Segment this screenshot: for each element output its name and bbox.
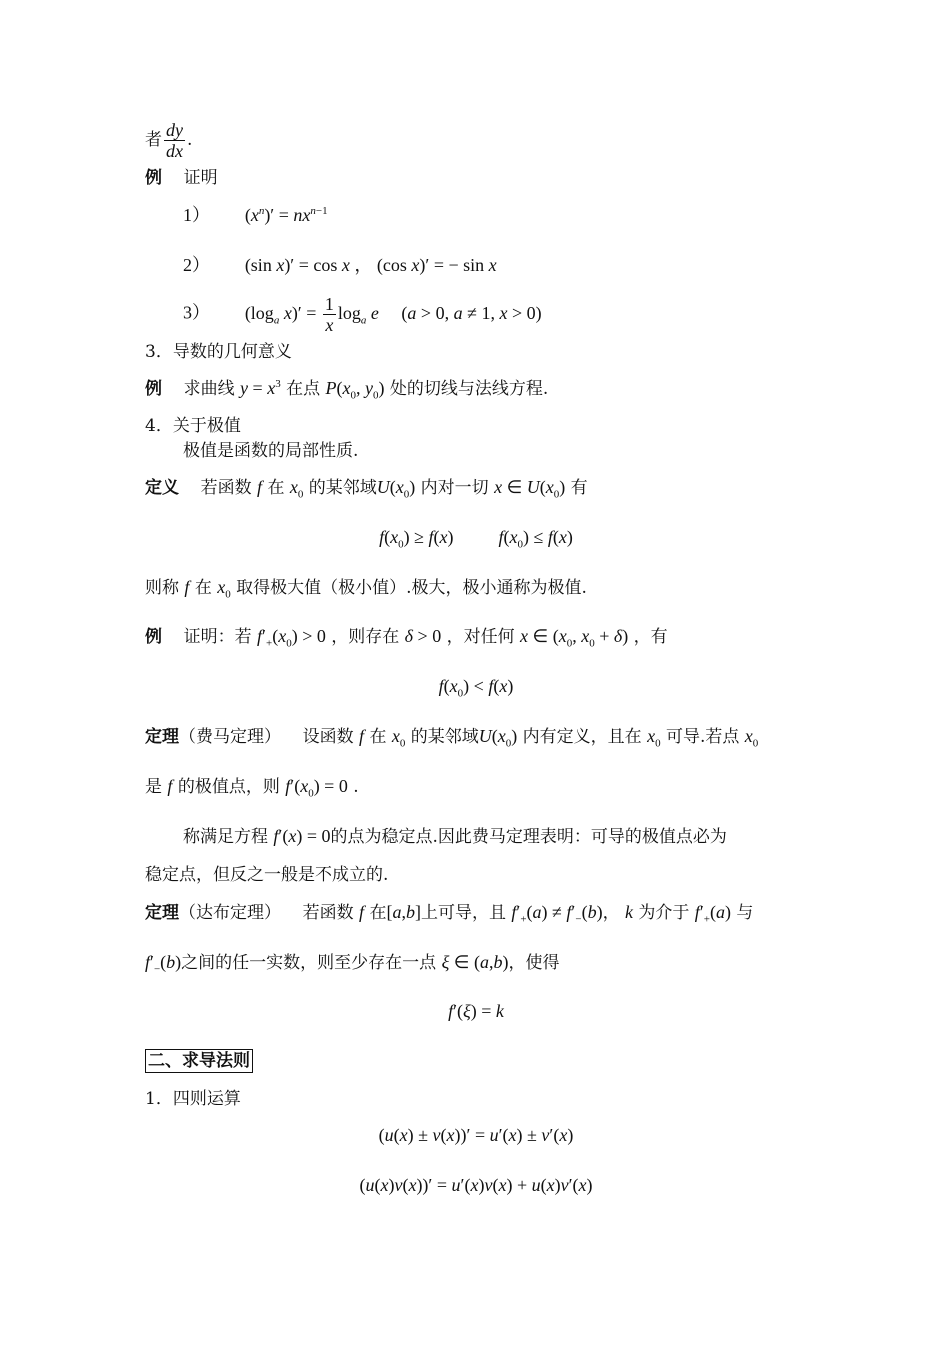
math-closed-interval: [a,b] xyxy=(386,902,421,922)
math-neighborhood: $U(x_0)$ xyxy=(478,726,518,750)
math-right-derivative-a: $f'_+(a)$ xyxy=(694,902,731,926)
section-4-subtext: 极值是函数的局部性质. xyxy=(183,441,359,461)
text-def-conc-c: 取得极大值（极小值）.极大，极小通称为极值. xyxy=(236,578,587,598)
math-right-derivative: $f'_+(x_0) > 0$ xyxy=(257,626,326,650)
example-text: 证明 xyxy=(183,168,218,188)
formula-extremum-condition: $f(x_0) \ge f(x)$ $f(x_0) \le f(x)$ xyxy=(379,527,573,551)
item-2-number: 2） xyxy=(183,255,210,275)
theorem-name: （费马定理） xyxy=(179,727,281,747)
text-thm1-f: 是 xyxy=(145,777,162,797)
math-f: f xyxy=(359,726,365,746)
text-thm2-g: 之间的任一实数，则至少存在一点 xyxy=(181,953,437,973)
section-4-heading xyxy=(145,416,241,436)
example-right-derivative xyxy=(145,626,668,650)
text-thm2-f: 与 xyxy=(736,903,754,923)
math-f: f xyxy=(167,776,173,796)
theorem-darboux-cont xyxy=(145,952,560,976)
item-3 xyxy=(183,294,542,335)
math-xi-interval: ξ ∈ (a,b) xyxy=(441,952,509,972)
example-tangent xyxy=(145,378,549,402)
item-1 xyxy=(183,205,328,226)
example-label: 例 xyxy=(145,168,162,188)
text-thm2-c: 上可导，且 xyxy=(420,903,506,923)
math-k: k xyxy=(624,902,633,922)
text-def-a: 若函数 xyxy=(200,478,252,498)
math-f: f xyxy=(359,902,365,922)
text-thm1-b: 在 xyxy=(369,727,387,747)
text-def-d: 内对一切 xyxy=(420,478,489,498)
fraction-dydx: $\frac{dy}{dx}$ xyxy=(166,120,183,161)
definition-label: 定义 xyxy=(145,478,179,498)
formula-trig: (sin x)′ = cos x ， (cos x)′ = − sin x xyxy=(244,255,497,275)
math-f: f xyxy=(184,577,190,597)
text-li2-a: 求曲线 xyxy=(183,379,235,399)
stationary-point-paragraph xyxy=(183,826,727,847)
item-1-number: 1） xyxy=(183,205,210,225)
formula-log: ($\log_a$ x)′ = $\frac{1}{x}$ $\log_a e$ (a > 0, a ≠ 1, x > 0) xyxy=(244,294,542,335)
text-li3-d: ，有 xyxy=(633,627,668,647)
section-2-title: 二、求导法则 xyxy=(145,1049,253,1073)
text-zhe: 者 xyxy=(145,130,162,150)
theorem-darboux xyxy=(145,902,754,926)
text-stat-c: 稳定点，但反之一般是不成立的. xyxy=(145,865,389,885)
text-li3-c: ，对任何 xyxy=(446,627,515,647)
text-thm1-c: 的某邻域 xyxy=(410,727,479,747)
subsection-1-heading xyxy=(145,1089,241,1109)
math-left-derivative-b: $f'_-(b)$ xyxy=(145,952,182,976)
math-x0: $x_0$ xyxy=(217,577,231,601)
text-dot: . xyxy=(187,130,193,150)
text-thm2-h: ，使得 xyxy=(508,953,560,973)
text-thm1-g: 的极值点，则 xyxy=(177,777,280,797)
line-dydx xyxy=(145,120,192,161)
math-one-sided-derivatives: $f'_+(a) \ne f'_-(b)$ xyxy=(511,902,603,926)
subsection-1-title: 1．四则运算 xyxy=(145,1089,241,1109)
section-3-title: 3．导数的几何意义 xyxy=(145,342,292,362)
text-li2-c: 处的切线与法线方程. xyxy=(389,379,549,399)
theorem-label: 定理 xyxy=(145,727,179,747)
theorem-fermat-cont: 是 f 的极值点，则 $f'(x_0) = 0$ . xyxy=(145,776,359,800)
text-thm2-d: ， xyxy=(602,903,620,923)
math-interval: x ∈ ($x_0$, $x_0 + \delta$) xyxy=(520,626,629,650)
example-prove xyxy=(145,168,218,188)
text-thm1-d: 内有定义，且在 xyxy=(522,727,642,747)
text-thm1-e: 可导.若点 xyxy=(665,727,740,747)
text-thm1-a: 设函数 xyxy=(302,727,354,747)
text-def-e: 有 xyxy=(570,478,588,498)
example-label: 例 xyxy=(145,379,162,399)
math-neighborhood: $U(x_0)$ xyxy=(376,477,416,501)
math-x0: $x_0$ xyxy=(289,477,304,501)
text-thm2-b: 在 xyxy=(369,903,387,923)
example-label: 例 xyxy=(145,627,162,647)
math-derivative-zero: $f'(x_0) = 0$ xyxy=(285,776,348,800)
definition-conclusion xyxy=(145,577,587,601)
section-4-title: 4．关于极值 xyxy=(145,416,241,436)
formula-power-rule: $(x^n)' = nx^{n-1}$ xyxy=(244,205,328,225)
text-def-b: 在 xyxy=(267,478,285,498)
text-def-conc-b: 在 xyxy=(194,578,212,598)
math-membership: x ∈ $U(x_0)$ xyxy=(494,477,566,501)
formula-product-rule: (u(x)v(x))′ = u′(x)v(x) + u(x)v′(x) xyxy=(359,1175,593,1195)
text-stat-b: 的点为稳定点.因此费马定理表明：可导的极值点必为 xyxy=(330,827,727,847)
theorem-fermat xyxy=(145,726,759,750)
section-3-heading xyxy=(145,342,292,362)
formula-sum-rule: (u(x) ± v(x))′ = u′(x) ± v′(x) xyxy=(378,1125,574,1145)
text-def-conc-a: 则称 xyxy=(145,578,179,598)
text-li3-a: 证明：若 xyxy=(183,627,252,647)
theorem-name: （达布定理） xyxy=(179,903,281,923)
theorem-label: 定理 xyxy=(145,903,179,923)
math-x0: $x_0$ xyxy=(744,726,759,750)
formula-point: $P(x_0$, $y_0$) xyxy=(325,378,385,402)
text-li2-b: 在点 xyxy=(286,379,321,399)
math-delta: δ > 0 xyxy=(404,626,442,646)
math-x0: $x_0$ xyxy=(391,726,406,750)
section-2-heading xyxy=(145,1051,253,1071)
text-li3-b: ，则存在 xyxy=(331,627,400,647)
math-f: f xyxy=(257,477,263,497)
definition xyxy=(145,477,588,501)
formula-inequality: $f(x_0) < f(x)$ xyxy=(438,676,514,700)
item-3-number: 3） xyxy=(183,302,210,323)
math-stationary: f′(x) = 0 xyxy=(273,826,331,846)
formula-darboux: f′(ξ) = k xyxy=(448,1001,504,1021)
section-4-sub xyxy=(183,441,358,461)
text-stat-a: 称满足方程 xyxy=(183,827,268,847)
text-thm2-a: 若函数 xyxy=(302,903,354,923)
math-x0: $x_0$ xyxy=(647,726,661,750)
item-2 xyxy=(183,255,497,276)
formula-cubic: $y = x^3$ xyxy=(240,378,281,398)
stationary-point-cont xyxy=(145,865,388,885)
text-thm2-e: 为介于 xyxy=(638,903,690,923)
text-def-c: 的某邻域 xyxy=(308,478,377,498)
